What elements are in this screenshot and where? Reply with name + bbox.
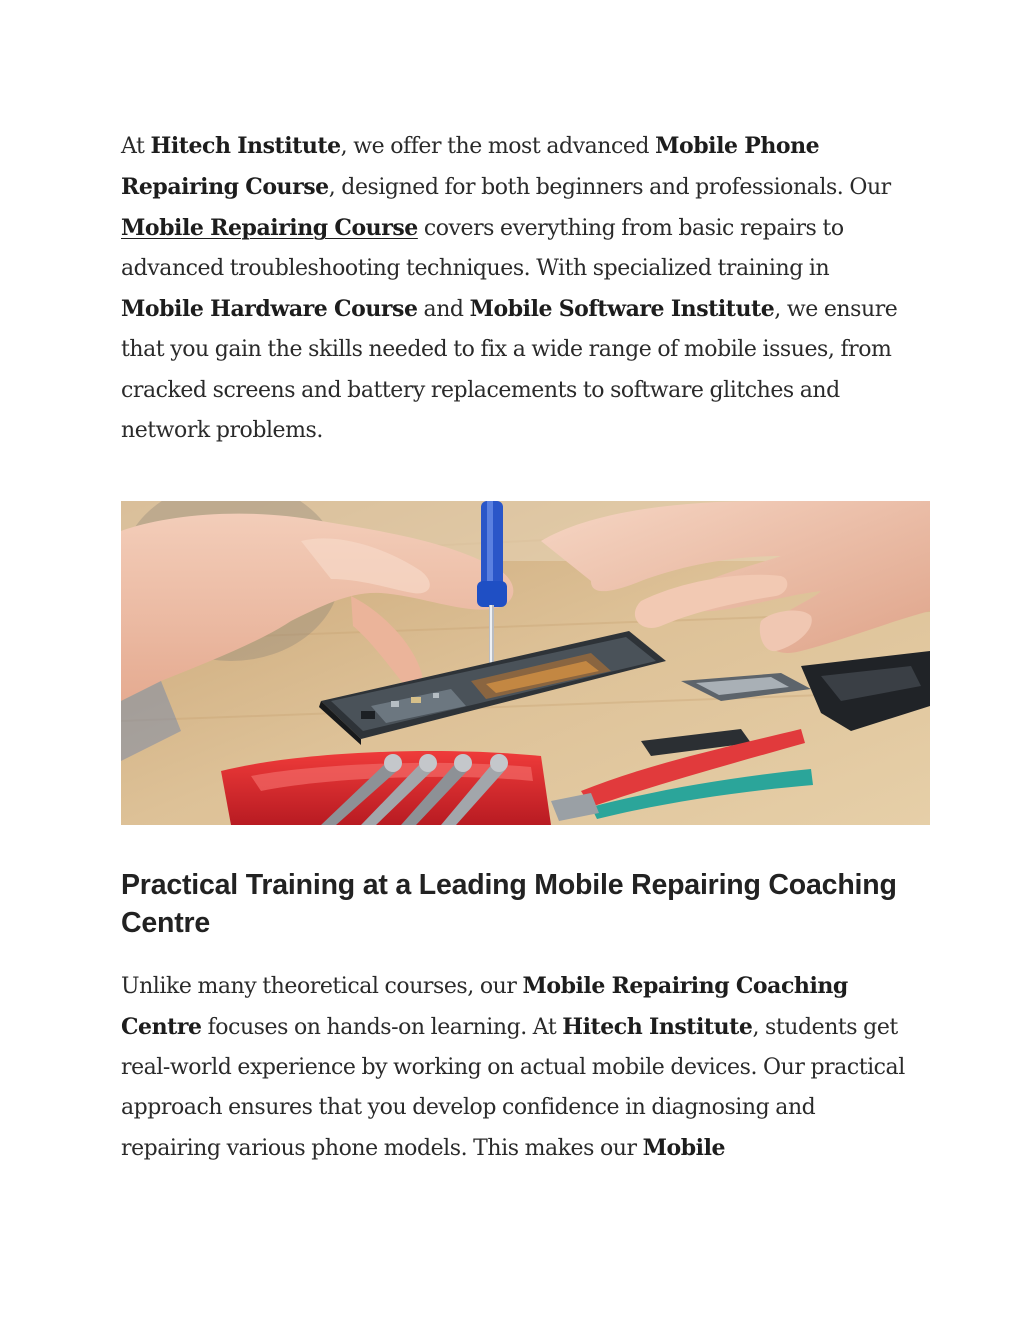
- body-text-3: , students get real-world experience by working on actual mobile devices. Our practical approach ensures that you develop confidence in diagnosing and repairing various phone models. This makes our: [121, 1015, 905, 1162]
- intro-text-6: , we ensure that you gain the skills needed to fix a wide range of mobile issues, from cracked screens and battery replacements to software glitches and network problems.: [121, 297, 898, 443]
- body-bold-mobile: Mobile: [642, 1135, 726, 1162]
- intro-bold-hitech-institute: Hitech Institute: [150, 133, 341, 159]
- body-bold-hitech-institute: Hitech Institute: [562, 1014, 753, 1041]
- intro-text-1: At: [121, 134, 151, 159]
- body-text-2: focuses on hands-on learning. At: [201, 1015, 563, 1041]
- intro-text-5: and: [417, 297, 470, 323]
- section-heading: Practical Training at a Leading Mobile Repairing Coaching Centre: [121, 869, 897, 939]
- intro-bold-mobile-software-institute: Mobile Software Institute: [469, 296, 775, 323]
- body-paragraph: [121, 966, 911, 1169]
- intro-paragraph: [121, 126, 911, 451]
- intro-text-3: , designed for both beginners and professionals. Our: [328, 175, 891, 201]
- mobile-repairing-course-link[interactable]: Mobile Repairing Course: [121, 215, 418, 242]
- intro-text-2: , we offer the most advanced: [340, 134, 656, 159]
- body-bold-mobile-repairing-coaching-centre: Mobile Repairing Coaching Centre: [121, 973, 848, 1041]
- phone-repair-photo: [121, 501, 930, 825]
- phone-repair-illustration: [121, 501, 930, 825]
- intro-bold-mobile-hardware-course: Mobile Hardware Course: [121, 296, 418, 323]
- intro-bold-mobile-phone-repairing-course: Mobile Phone Repairing Course: [121, 133, 820, 201]
- intro-text-4: covers everything from basic repairs to advanced troubleshooting techniques. With specialized training in: [121, 216, 844, 282]
- body-text-1: Unlike many theoretical courses, our: [121, 974, 523, 999]
- red-tool-case: [221, 751, 551, 825]
